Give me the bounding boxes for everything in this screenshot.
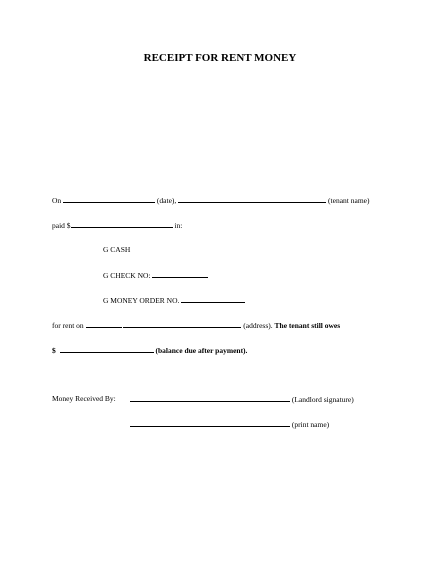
print-name-label: (print name) [291, 420, 330, 429]
tenant-name-label: (tenant name) [328, 196, 370, 205]
received-by-line [52, 394, 116, 404]
check-number-field[interactable] [152, 270, 208, 278]
money-order-option-label: G MONEY ORDER NO. [103, 296, 180, 305]
tenant-name-field[interactable] [178, 195, 326, 203]
date-field[interactable] [63, 195, 155, 203]
paid-amount-line [52, 220, 182, 231]
tenant-owes-text: The tenant still owes [274, 321, 341, 330]
received-by-label: Money Received By: [52, 394, 116, 403]
date-tenant-line [52, 195, 369, 206]
balance-line [52, 345, 247, 356]
paid-label: paid $ [52, 221, 71, 230]
on-label: On [52, 196, 62, 205]
address-field[interactable] [123, 320, 241, 328]
dollar-sign: $ [52, 346, 56, 355]
cash-option-label: G CASH [103, 245, 131, 254]
for-rent-on-label: for rent on [52, 321, 84, 330]
landlord-signature-label: (Landlord signature) [291, 395, 354, 404]
print-name-line [130, 419, 329, 430]
check-option-label: G CHECK NO: [103, 271, 151, 280]
cash-option[interactable] [103, 245, 130, 255]
check-option[interactable] [103, 270, 208, 281]
money-order-option[interactable] [103, 295, 245, 306]
date-label: (date), [156, 196, 177, 205]
balance-field[interactable] [60, 345, 154, 353]
rent-address-line [52, 320, 340, 331]
paid-amount-field[interactable] [71, 220, 173, 228]
money-order-number-field[interactable] [181, 295, 245, 303]
print-name-field[interactable] [130, 419, 290, 427]
address-label: (address). [243, 321, 273, 330]
landlord-signature-field[interactable] [130, 394, 290, 402]
rent-period-field[interactable] [86, 320, 122, 328]
balance-label: (balance due after payment). [155, 346, 248, 355]
landlord-signature-line [130, 394, 354, 405]
in-label: in: [174, 221, 183, 230]
page-title: RECEIPT FOR RENT MONEY [143, 52, 297, 64]
